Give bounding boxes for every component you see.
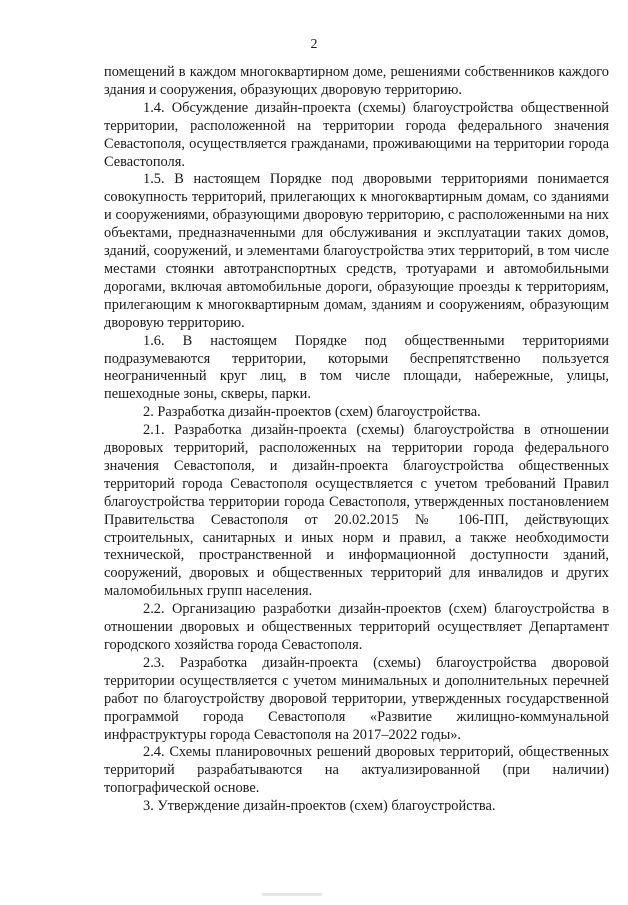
paragraph-1-4: 1.4. Обсуждение дизайн-проекта (схемы) благоустройства общественной территории, расположенной на территории города федерального значения Севастополя, осуществляется гражданами, проживающими на территории города Севастополя. bbox=[104, 99, 609, 170]
paragraph-2-3: 2.3. Разработка дизайн-проекта (схемы) благоустройства дворовой территории осуществляется с учетом минимальных и дополнительных перечней работ по благоустройству дворовой территории, утвержденных государственной программой города Севастополя «Развитие жилищно-коммунальной инфраструктуры города Севастополя на 2017–2022 годы». bbox=[104, 654, 609, 743]
section-heading-3: 3. Утверждение дизайн-проектов (схем) благоустройства. bbox=[143, 798, 496, 815]
paragraph-2-2: 2.2. Организацию разработки дизайн-проектов (схем) благоустройства в отношении дворовых и общественных территорий осуществляет Департамент городского хозяйства города Севастополя. bbox=[104, 601, 609, 653]
paragraph-1-5: 1.5. В настоящем Порядке под дворовыми территориями понимается совокупность территорий, прилегающих к многоквартирным домам, со зданиями и сооружениями, образующими дворовую территорию, с расположенными на них объектами, предназначенными для обслуживания и эксплуатации таких домов, зданий, сооружений, и элементами благоустройства этих территорий, в том числе местами стоянки автотранспортных средств, тротуарами и автомобильными дорогами, включая автомобильные дороги, образующие проезды к территориям, прилегающим к многоквартирным домам, зданиям и сооружениям, образующим дворовую территорию. bbox=[104, 171, 609, 331]
section-heading-2: 2. Разработка дизайн-проектов (схем) благоустройства. bbox=[143, 404, 481, 421]
paragraph-2-1: 2.1. Разработка дизайн-проекта (схемы) благоустройства в отношении дворовых территорий, расположенных на территории города федерального значения Севастополя, и дизайн-проекта благоустройства общественных территорий города Севастополя осуществляется с учетом требований Правил благоустройства территории города Севастополя, утвержденных постановлением Правительства Севастополя от 20.02.2015 № 106-ПП, действующих строительных, санитарных и иных норм и правил, а также необходимости технической, пространственной и информационной доступности зданий, сооружений, дворовых и общественных территорий для инвалидов и других маломобильных групп населения. bbox=[104, 422, 609, 600]
paragraph-2-4: 2.4. Схемы планировочных решений дворовых территорий, общественных территорий разрабатываются на актуализированной (при наличии) топографической основе. bbox=[104, 744, 609, 797]
paragraph-1-6: 1.6. В настоящем Порядке под общественными территориями подразумеваются территории, которыми беспрепятственно пользуется неограниченный круг лиц, в том числе площади, набережные, улицы, пешеходные зоны, скверы, парки. bbox=[104, 332, 609, 403]
page-number: 2 bbox=[310, 37, 318, 52]
document-body bbox=[104, 64, 609, 816]
paragraph-continuation: помещений в каждом многоквартирном доме, решениями собственников каждого здания и сооружения, образующих дворовую территорию. bbox=[104, 64, 609, 98]
scan-artifact bbox=[262, 893, 322, 896]
